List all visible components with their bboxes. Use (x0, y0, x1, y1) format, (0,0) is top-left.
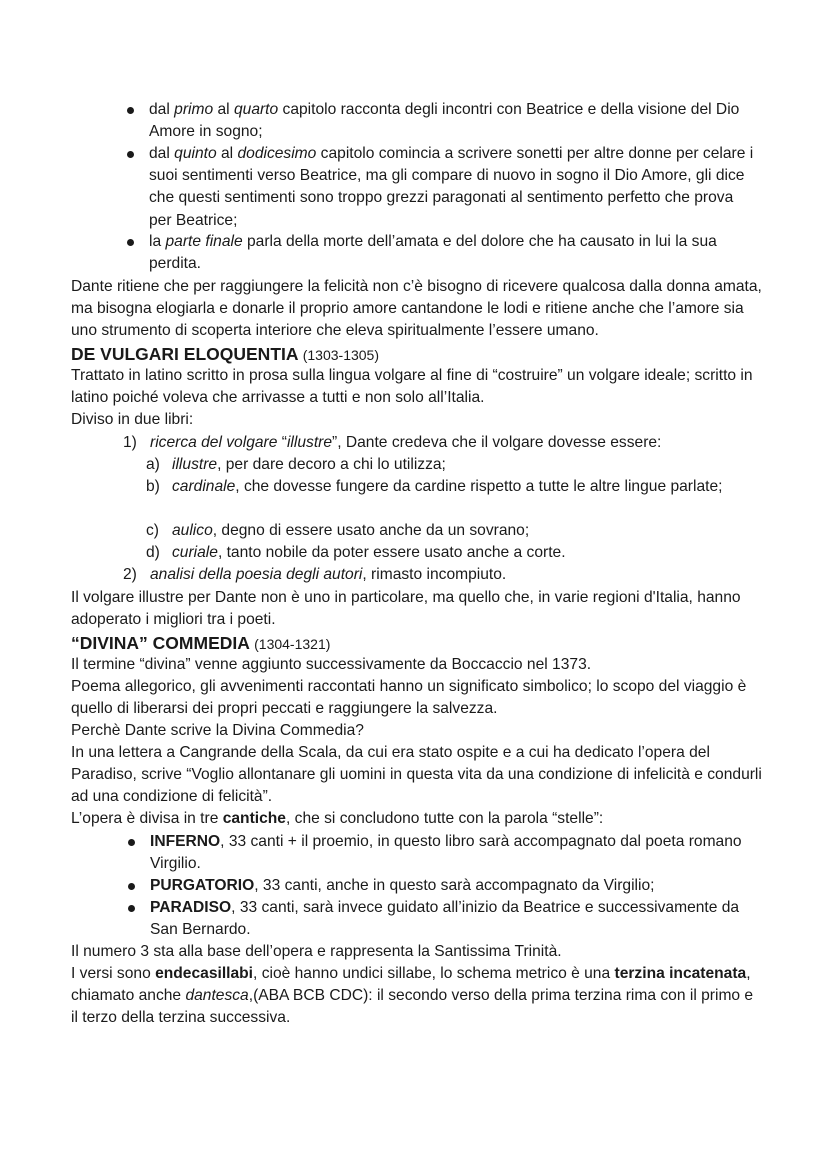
bullet-icon (128, 905, 135, 912)
paragraph: Dante ritiene che per raggiungere la felicità non c’è bisogno di ricevere qualcosa dalla donna amata, ma bisogna elogiarla e donarle il proprio amore cantandone le lodi e ritiene anche che l’amore sia uno strumento di scoperta interiore che eleva spiritualmente l’essere umano. (71, 278, 762, 340)
paragraph: Trattato in latino scritto in prosa sulla lingua volgare al fine di “costruire” un volgare ideale; scritto in latino poiché voleva che arrivasse a tutti e non solo all’Italia. (71, 367, 753, 407)
list-item: 2) analisi della poesia degli autori, rimasto incompiuto. (123, 566, 507, 583)
bullet-icon (128, 839, 135, 846)
bullet-icon (128, 883, 135, 890)
list-item: 1) ricerca del volgare “illustre”, Dante credeva che il volgare dovesse essere: (123, 434, 662, 451)
paragraph: Il numero 3 sta alla base dell’opera e rappresenta la Santissima Trinità. (71, 943, 562, 960)
paragraph: Poema allegorico, gli avvenimenti raccontati hanno un significato simbolico; lo scopo del viaggio è quello di liberarsi dei propri peccati e raggiungere la salvezza. (71, 678, 747, 718)
list-item: d) curiale, tanto nobile da poter essere usato anche a corte. (146, 544, 566, 561)
bullet-icon (127, 151, 134, 158)
paragraph: Il termine “divina” venne aggiunto successivamente da Boccaccio nel 1373. (71, 656, 592, 673)
list-item: INFERNO, 33 canti + il proemio, in questo libro sarà accompagnato dal poeta romano Virgilio. (150, 831, 750, 875)
paragraph: Diviso in due libri: (71, 411, 194, 428)
list-item: b) cardinale, che dovesse fungere da cardine rispetto a tutte le altre lingue parlate; (146, 478, 723, 495)
list-item: PARADISO, 33 canti, sarà invece guidato all’inizio da Beatrice e successivamente da San Bernardo. (150, 897, 765, 941)
list-item: dal quinto al dodicesimo capitolo comincia a scrivere sonetti per altre donne per celare i suoi sentimenti verso Beatrice, ma gli compare di nuovo in sogno il Dio Amore, gli dice che questi sentimenti sono troppo grezzi paragonati al sentimento perfetto che prova per Beatrice; (149, 143, 759, 232)
list-item: la parte finale parla della morte dell’amata e del dolore che ha causato in lui la sua perdita. (149, 231, 764, 275)
list-item: a) illustre, per dare decoro a chi lo utilizza; (146, 456, 446, 473)
section-heading: DE VULGARI ELOQUENTIA (1303-1305) (71, 344, 380, 364)
bullet-icon (127, 107, 134, 114)
list-item: PURGATORIO, 33 canti, anche in questo sarà accompagnato da Virgilio; (150, 875, 765, 897)
section-heading: “DIVINA” COMMEDIA (1304-1321) (71, 633, 331, 653)
list-item: c) aulico, degno di essere usato anche da un sovrano; (146, 522, 530, 539)
bullet-icon (127, 239, 134, 246)
paragraph: Perchè Dante scrive la Divina Commedia? (71, 722, 364, 739)
list-item: dal primo al quarto capitolo racconta degli incontri con Beatrice e della visione del Dio Amore in sogno; (149, 99, 764, 143)
paragraph: L’opera è divisa in tre cantiche, che si concludono tutte con la parola “stelle”: (71, 810, 604, 827)
paragraph: In una lettera a Cangrande della Scala, da cui era stato ospite e a cui ha dedicato l’opera del Paradiso, scrive “Voglio allontanare gli uomini in questa vita da una condizione di infelicità e condurli ad una condizione di felicità”. (71, 744, 762, 806)
paragraph: Il volgare illustre per Dante non è uno in particolare, ma quello che, in varie regioni d'Italia, hanno adoperato i migliori tra i poeti. (71, 589, 741, 629)
paragraph: I versi sono endecasillabi, cioè hanno undici sillabe, lo schema metrico è una terzina incatenata, chiamato anche dantesca,(ABA BCB CDC): il secondo verso della prima terzina rima con il primo e il terzo della terzina successiva. (71, 965, 754, 1027)
